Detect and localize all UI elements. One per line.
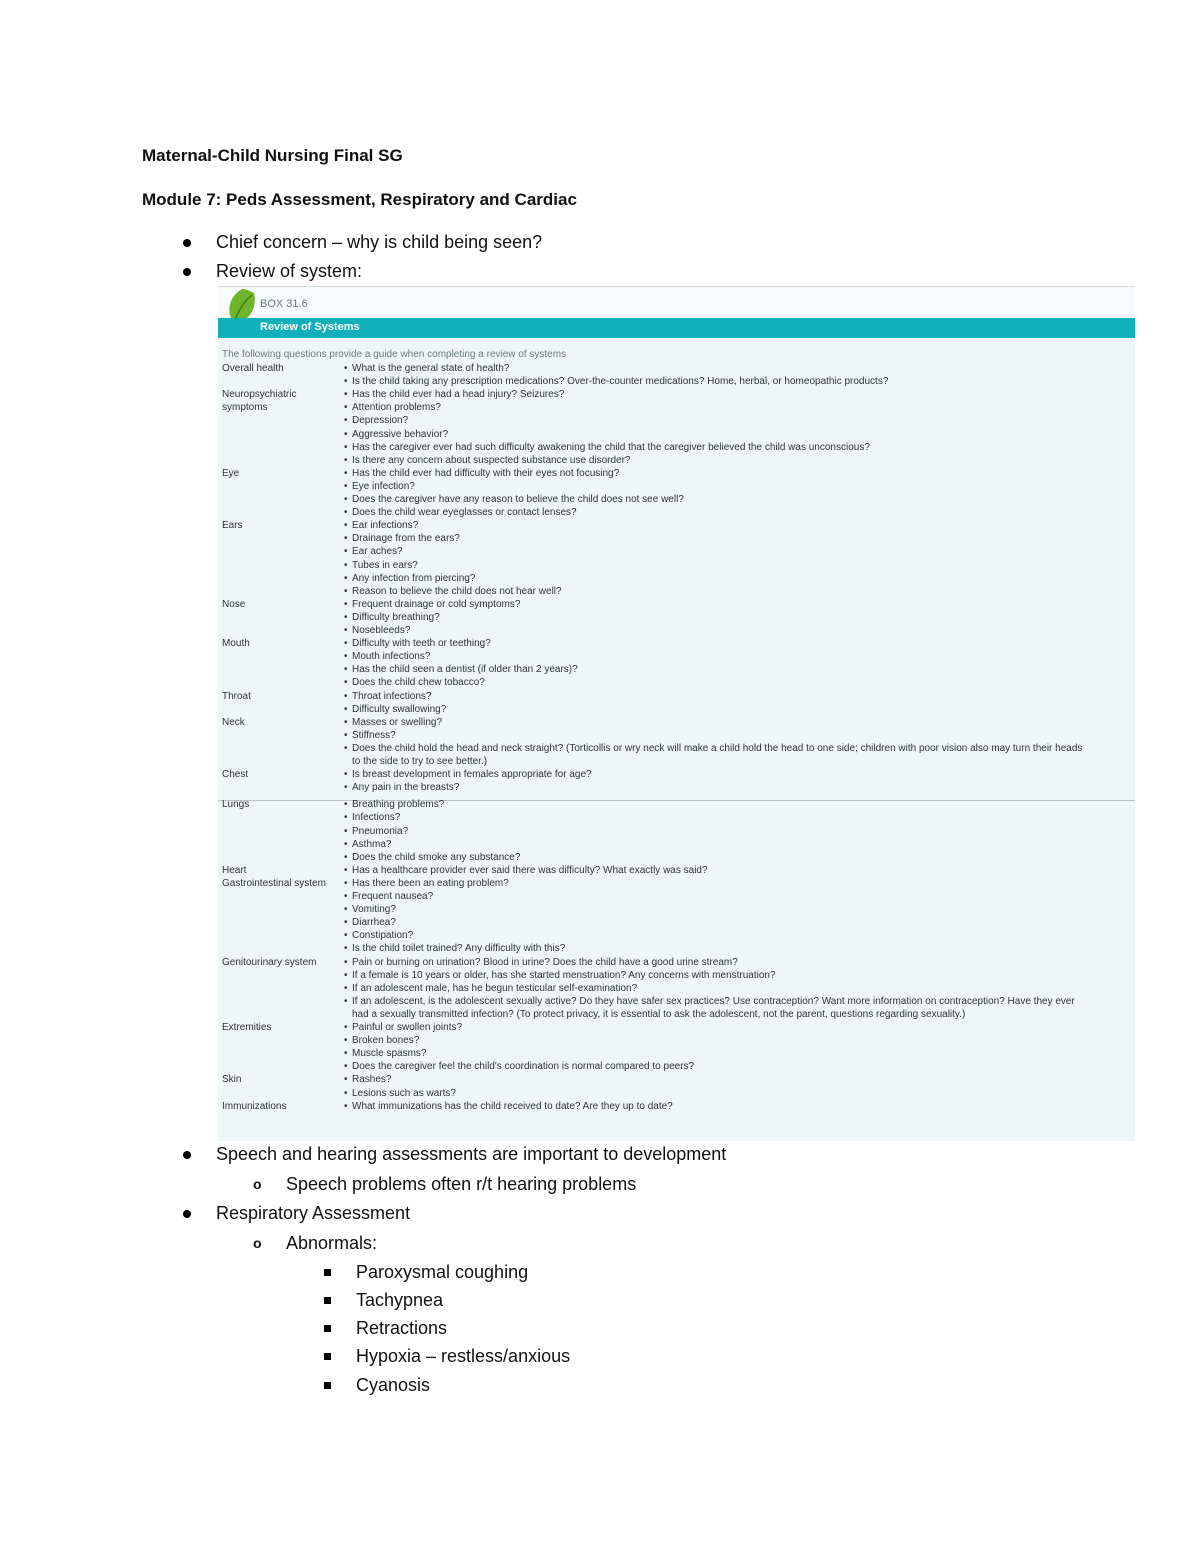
review-question-text: Ear aches? — [352, 546, 403, 558]
review-question-text: Does the caregiver feel the child's coordination is normal compared to peers? — [352, 1061, 695, 1073]
review-question — [344, 559, 418, 572]
bullet-icon: • — [344, 480, 348, 492]
review-question — [344, 929, 413, 942]
review-question-text: Is there any concern about suspected substance use disorder? — [352, 454, 631, 466]
review-question — [344, 956, 738, 969]
bullet-icon: • — [344, 1035, 348, 1047]
review-question-text: Does the child hold the head and neck straight? (Torticollis or wry neck will make a child hold the head to one side; children with poor vision also may turn their heads — [352, 742, 1083, 754]
review-question — [344, 572, 475, 585]
review-question-text: Is the child taking any prescription medications? Over-the-counter medications? Home, herbal, or homeopathic products? — [352, 376, 889, 388]
review-question — [344, 441, 870, 454]
abnormal-item: Hypoxia – restless/anxious — [356, 1346, 571, 1366]
review-question — [344, 811, 400, 824]
review-category: Genitourinary system — [222, 956, 317, 968]
review-question-text: Pneumonia? — [352, 825, 409, 837]
review-category: Extremities — [222, 1022, 272, 1033]
review-question-text: Pain or burning on urination? Blood in urine? Does the child have a good urine stream? — [352, 956, 738, 968]
bullet-icon: • — [344, 769, 348, 781]
review-question-text: had a sexually transmitted infection? (To protect privacy, it is essential to ask the adolescent, not the parent, questions regarding sexuality.) — [352, 1008, 966, 1020]
review-question-text: Constipation? — [352, 930, 414, 942]
bullet-dot — [183, 1151, 191, 1159]
bullet-icon: • — [344, 494, 348, 505]
square-bullet-icon — [324, 1382, 331, 1389]
review-question — [344, 716, 442, 729]
bullet-icon: • — [344, 677, 348, 689]
bullet-icon: • — [344, 533, 348, 545]
review-question — [344, 1060, 694, 1073]
bullet-icon: • — [344, 454, 348, 466]
review-question-text: Breathing problems? — [352, 799, 445, 811]
review-question — [344, 690, 432, 703]
bullet-icon: • — [344, 363, 348, 374]
bullet-speech-hearing: Speech and hearing assessments are important to development — [216, 1144, 727, 1164]
bullet-dot — [183, 1210, 191, 1218]
review-question-text: Any pain in the breasts? — [352, 782, 460, 794]
review-question — [344, 375, 888, 388]
review-question — [344, 851, 520, 864]
bullet-icon: • — [344, 1087, 348, 1099]
review-question — [344, 1087, 456, 1100]
review-question — [344, 982, 637, 995]
bullet-icon: • — [344, 904, 348, 916]
review-question-text: Aggressive behavior? — [352, 428, 449, 440]
review-question-text: Difficulty with teeth or teething? — [352, 638, 491, 650]
review-question-text: Does the child chew tobacco? — [352, 677, 485, 689]
review-question — [344, 388, 564, 401]
bullet-icon: • — [344, 651, 348, 663]
review-question — [344, 532, 460, 545]
review-question-text: Does the child wear eyeglasses or contact lenses? — [352, 507, 577, 519]
review-question-text: Attention problems? — [352, 402, 441, 414]
review-question-text: Difficulty breathing? — [352, 611, 440, 623]
review-question — [344, 598, 520, 611]
bullet-icon: • — [344, 729, 348, 741]
review-question-text: Frequent nausea? — [352, 891, 434, 902]
review-category: Chest — [222, 769, 249, 781]
review-question-text: Nosebleeds? — [352, 625, 411, 636]
review-question-text: Frequent drainage or cold symptoms? — [352, 598, 521, 610]
module-title: Module 7: Peds Assessment, Respiratory and Cardiac — [142, 190, 577, 209]
review-question-text: Ear infections? — [352, 520, 419, 532]
review-question-text: Rashes? — [352, 1074, 392, 1086]
bullet-icon: • — [344, 956, 348, 968]
bullet-chief-concern: Chief concern – why is child being seen? — [216, 232, 543, 252]
review-question — [344, 428, 448, 441]
bullet-icon: • — [344, 507, 348, 519]
review-category: Eye — [222, 467, 240, 479]
bullet-icon: • — [344, 877, 348, 889]
review-question-text: Lesions such as warts? — [352, 1087, 456, 1099]
box-header — [218, 287, 1135, 317]
review-question-text: If a female is 10 years or older, has she started menstruation? Any concerns with menstruation? — [352, 969, 776, 981]
box-number: BOX 31.6 — [260, 298, 308, 310]
review-question — [344, 493, 684, 506]
review-question-text: Has a healthcare provider ever said there was difficulty? What exactly was said? — [352, 864, 708, 876]
review-question-text: Throat infections? — [352, 690, 432, 702]
review-question-text: Has the caregiver ever had such difficulty awakening the child that the caregiver believed the child was unconscious? — [352, 441, 870, 453]
bullet-icon: • — [344, 851, 348, 863]
abnormal-item: Paroxysmal coughing — [356, 1262, 529, 1282]
bullet-icon: • — [344, 703, 348, 715]
review-of-systems-box — [218, 286, 1135, 1141]
review-question-text: Has there been an eating problem? — [352, 877, 509, 889]
review-question — [344, 467, 619, 480]
review-category: Immunizations — [222, 1100, 287, 1112]
review-question-text: If an adolescent male, has he begun testicular self-examination? — [352, 982, 638, 994]
bullet-icon: • — [344, 638, 348, 650]
bullet-icon: • — [344, 428, 348, 440]
bullet-icon: • — [344, 1100, 348, 1112]
review-question — [344, 545, 403, 558]
review-question — [344, 401, 441, 414]
review-question-text: Muscle spasms? — [352, 1048, 427, 1060]
bullet-icon: • — [344, 690, 348, 702]
review-question — [344, 676, 485, 689]
box-title: Review of Systems — [260, 321, 360, 333]
bullet-icon: • — [344, 995, 348, 1007]
review-question-text: Is the child toilet trained? Any difficulty with this? — [352, 943, 566, 955]
review-question — [344, 864, 708, 877]
bullet-icon: • — [344, 742, 348, 754]
bullet-dot — [183, 268, 191, 276]
bullet-icon: • — [344, 782, 348, 794]
review-question — [344, 506, 577, 519]
review-question — [344, 1008, 965, 1021]
review-category: Overall health — [222, 363, 284, 374]
review-question-text: Tubes in ears? — [352, 559, 418, 571]
bullet-icon: • — [344, 598, 348, 610]
review-question-text: Has the child ever had a head injury? Seizures? — [352, 389, 565, 401]
review-question-text: If an adolescent, is the adolescent sexually active? Do they have safer sex practices? Use contraception? Want more information on contraception? Have they ever — [352, 995, 1075, 1007]
circle-bullet-icon: o — [253, 1176, 262, 1192]
review-category: Skin — [222, 1074, 242, 1086]
review-question — [344, 624, 410, 637]
review-question — [344, 611, 440, 624]
bullet-icon: • — [344, 1048, 348, 1060]
review-question — [344, 969, 776, 982]
review-question — [344, 1047, 426, 1060]
review-question — [344, 768, 592, 781]
review-question — [344, 825, 408, 838]
bullet-icon: • — [344, 559, 348, 571]
bullet-icon: • — [344, 1022, 348, 1033]
bullet-speech-problems: Speech problems often r/t hearing problems — [286, 1174, 637, 1194]
review-question — [344, 1021, 462, 1034]
bullet-icon: • — [344, 930, 348, 942]
review-question-text: Has the child seen a dentist (if older than 2 years)? — [352, 664, 578, 676]
bullet-icon: • — [344, 664, 348, 676]
bullet-icon: • — [344, 585, 348, 597]
review-question — [344, 650, 430, 663]
review-question-text: Reason to believe the child does not hear well? — [352, 585, 562, 597]
review-question — [344, 637, 491, 650]
bullet-icon: • — [344, 838, 348, 850]
abnormal-item: Cyanosis — [356, 1375, 431, 1395]
review-question-text: Any infection from piercing? — [352, 572, 476, 584]
review-question-text: Masses or swelling? — [352, 716, 443, 728]
bullet-icon: • — [344, 441, 348, 453]
review-category: Neuropsychiatric symptoms — [222, 389, 297, 414]
square-bullet-icon — [324, 1269, 331, 1276]
review-question — [344, 942, 565, 955]
review-category: Gastrointestinal system — [222, 877, 326, 889]
review-question — [344, 916, 396, 929]
review-category: Nose — [222, 598, 246, 610]
review-question-text: to the side to try to see better.) — [352, 756, 488, 767]
review-question-text: Drainage from the ears? — [352, 533, 460, 545]
review-question-text: What immunizations has the child received to date? Are they up to date? — [352, 1100, 673, 1112]
bullet-icon: • — [344, 467, 348, 479]
review-question-text: Mouth infections? — [352, 651, 431, 663]
review-question-text: Is breast development in females appropriate for age? — [352, 769, 592, 781]
square-bullet-icon — [324, 1325, 331, 1332]
bullet-icon: • — [344, 825, 348, 837]
bullet-icon: • — [344, 917, 348, 929]
bullet-icon: • — [344, 611, 348, 623]
bullet-icon: • — [344, 864, 348, 876]
review-question-text: Difficulty swallowing? — [352, 703, 447, 715]
review-question-text: Depression? — [352, 415, 409, 427]
bullet-icon: • — [344, 812, 348, 824]
abnormal-item: Retractions — [356, 1318, 448, 1338]
review-question — [344, 729, 396, 742]
review-question — [344, 1073, 391, 1086]
review-question — [344, 798, 444, 811]
review-question-text: Diarrhea? — [352, 917, 396, 929]
review-category: Heart — [222, 864, 247, 876]
bullet-icon: • — [344, 376, 348, 388]
review-question-text: Eye infection? — [352, 480, 415, 492]
review-question — [344, 903, 396, 916]
review-question — [344, 781, 459, 794]
review-category: Lungs — [222, 799, 250, 811]
document-title: Maternal-Child Nursing Final SG — [142, 146, 403, 165]
square-bullet-icon — [324, 1353, 331, 1360]
bullet-icon: • — [344, 546, 348, 558]
bullet-icon: • — [344, 969, 348, 981]
review-question — [344, 838, 391, 851]
review-question — [344, 480, 415, 493]
review-question — [344, 362, 509, 375]
bullet-icon: • — [344, 716, 348, 728]
bullet-abnormals: Abnormals: — [286, 1233, 378, 1253]
abnormal-item: Tachypnea — [356, 1290, 444, 1310]
bullet-icon: • — [344, 520, 348, 532]
review-question-text: Asthma? — [352, 838, 392, 850]
review-category: Mouth — [222, 638, 250, 650]
bullet-icon: • — [344, 1061, 348, 1073]
review-question-text: Has the child ever had difficulty with their eyes not focusing? — [352, 467, 620, 479]
review-question — [344, 755, 487, 768]
circle-bullet-icon: o — [253, 1235, 262, 1251]
bullet-icon: • — [344, 1074, 348, 1086]
review-question — [344, 585, 562, 598]
review-question — [344, 877, 509, 890]
review-question-text: What is the general state of health? — [352, 363, 510, 374]
review-question — [344, 414, 408, 427]
bullet-icon: • — [344, 799, 348, 811]
bullet-icon: • — [344, 572, 348, 584]
review-question — [344, 1100, 673, 1113]
bullet-icon: • — [344, 943, 348, 955]
review-question-text: Does the child smoke any substance? — [352, 851, 521, 863]
bullet-icon: • — [344, 891, 348, 902]
review-question — [344, 454, 631, 467]
box-intro: The following questions provide a guide when completing a review of systems — [222, 349, 567, 360]
review-question-text: Vomiting? — [352, 904, 396, 916]
bullet-icon: • — [344, 982, 348, 994]
bullet-icon: • — [344, 415, 348, 427]
review-question-text: Stiffness? — [352, 729, 396, 741]
review-question-text: Broken bones? — [352, 1035, 420, 1047]
review-question — [344, 995, 1075, 1008]
review-question — [344, 519, 418, 532]
review-question-text: Infections? — [352, 812, 401, 824]
review-category: Neck — [222, 716, 245, 728]
bullet-respiratory: Respiratory Assessment — [216, 1203, 411, 1223]
review-category: Ears — [222, 520, 243, 532]
bullet-icon: • — [344, 389, 348, 401]
review-question — [344, 663, 578, 676]
bullet-dot — [183, 239, 191, 247]
review-question — [344, 890, 433, 903]
review-question — [344, 703, 446, 716]
bullet-icon: • — [344, 625, 348, 636]
bullet-icon: • — [344, 402, 348, 414]
square-bullet-icon — [324, 1297, 331, 1304]
review-question-text: Does the caregiver have any reason to believe the child does not see well? — [352, 494, 684, 505]
review-question — [344, 742, 1082, 755]
review-question-text: Painful or swollen joints? — [352, 1022, 463, 1033]
bullet-review-of-system: Review of system: — [216, 261, 363, 281]
review-question — [344, 1034, 419, 1047]
review-category: Throat — [222, 690, 251, 702]
